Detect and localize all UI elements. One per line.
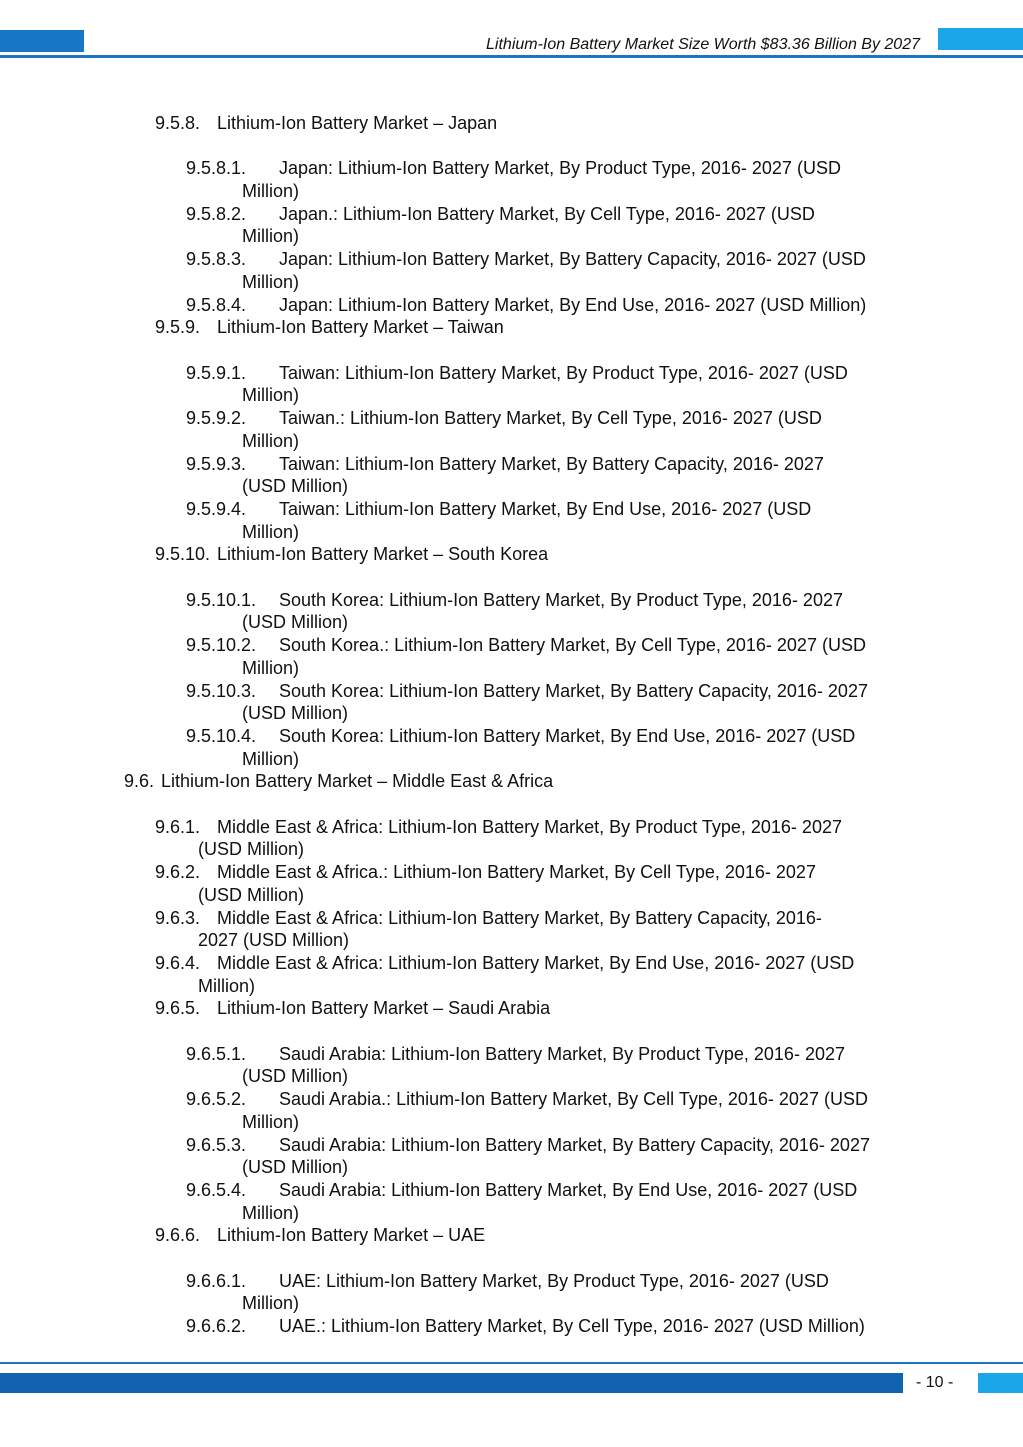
toc-entry-number: 9.6.5.4. <box>186 1179 247 1200</box>
toc-entry-title-continued: Million) <box>242 385 300 406</box>
toc-entry-number: 9.5.9.1. <box>186 362 247 383</box>
toc-entry-number: 9.6.1. <box>155 816 201 837</box>
toc-entry-number: 9.5.10.3. <box>186 680 257 701</box>
toc-entry-title-continued: Million) <box>242 1293 300 1314</box>
toc-entry-title: UAE: Lithium-Ion Battery Market, By Product Type, 2016- 2027 (USD <box>279 1270 829 1291</box>
toc-entry-title: Taiwan.: Lithium-Ion Battery Market, By Cell Type, 2016- 2027 (USD <box>279 408 822 429</box>
toc-entry-title: South Korea.: Lithium-Ion Battery Market, By Cell Type, 2016- 2027 (USD <box>279 635 866 656</box>
toc-entry-number: 9.5.9.2. <box>186 408 247 429</box>
page-header-title: Lithium-Ion Battery Market Size Worth $83.36 Billion By 2027 <box>486 36 920 53</box>
toc-entry-number: 9.5.8.2. <box>186 203 247 224</box>
header-rule <box>0 55 1023 58</box>
toc-entry-title-continued: Million) <box>242 226 300 247</box>
toc-entry-number: 9.5.8.4. <box>186 294 247 315</box>
toc-entry-number: 9.5.8. <box>155 113 201 133</box>
toc-entry-title: Middle East & Africa: Lithium-Ion Battery Market, By End Use, 2016- 2027 (USD <box>217 952 855 973</box>
toc-entry-title-continued: (USD Million) <box>242 612 349 633</box>
toc-entry-number: 9.5.9. <box>155 317 201 338</box>
toc-entry-title: Middle East & Africa: Lithium-Ion Battery Market, By Product Type, 2016- 2027 <box>217 816 842 837</box>
toc-entry-title: Saudi Arabia: Lithium-Ion Battery Market, By Battery Capacity, 2016- 2027 <box>279 1134 870 1155</box>
toc-entry-number: 9.5.10. <box>155 544 211 565</box>
toc-entry-number: 9.6.6. <box>155 1225 201 1246</box>
toc-entry-title: Taiwan: Lithium-Ion Battery Market, By Battery Capacity, 2016- 2027 <box>279 453 824 474</box>
toc-entry-number: 9.6.5.1. <box>186 1043 247 1064</box>
toc-entry-number: 9.6.3. <box>155 907 201 928</box>
toc-entry-title: Lithium-Ion Battery Market – UAE <box>217 1225 486 1246</box>
toc-entry-title: Lithium-Ion Battery Market – Taiwan <box>217 317 504 338</box>
footer-accent-bar <box>0 1373 903 1393</box>
toc-entry-title-continued: (USD Million) <box>198 884 305 905</box>
toc-entry-title-continued: Million) <box>242 521 300 542</box>
toc-entry-number: 9.6.2. <box>155 862 201 883</box>
toc-entry-title-continued: 2027 (USD Million) <box>198 930 350 951</box>
toc-entry-title-continued: Million) <box>242 430 300 451</box>
toc-entry-title-continued: Million) <box>242 748 300 769</box>
toc-entry-number: 9.5.10.4. <box>186 725 257 746</box>
footer-rule <box>0 1362 1023 1364</box>
toc-entry-title: Middle East & Africa: Lithium-Ion Battery Market, By Battery Capacity, 2016- <box>217 907 822 928</box>
footer-accent-right <box>978 1373 1023 1393</box>
toc-entry-number: 9.6.5.3. <box>186 1134 247 1155</box>
toc-entry-title-continued: (USD Million) <box>198 839 305 860</box>
toc-entry-title: Lithium-Ion Battery Market – Middle East & Africa <box>161 771 554 792</box>
toc-entry-number: 9.5.10.2. <box>186 635 257 656</box>
toc-entry-number: 9.6.6.2. <box>186 1316 247 1337</box>
toc-entry-title: South Korea: Lithium-Ion Battery Market, By End Use, 2016- 2027 (USD <box>279 725 856 746</box>
toc-entry-title: South Korea: Lithium-Ion Battery Market, By Battery Capacity, 2016- 2027 <box>279 680 868 701</box>
toc-entry-title-continued: (USD Million) <box>242 703 349 724</box>
toc-entry-title: Saudi Arabia.: Lithium-Ion Battery Market, By Cell Type, 2016- 2027 (USD <box>279 1089 868 1110</box>
toc-entry-title-continued: Million) <box>242 1202 300 1223</box>
toc-entry-number: 9.5.9.3. <box>186 453 247 474</box>
toc-entry-title-continued: (USD Million) <box>242 476 349 497</box>
toc-entry-title: South Korea: Lithium-Ion Battery Market, By Product Type, 2016- 2027 <box>279 589 843 610</box>
toc-entry-title: Japan: Lithium-Ion Battery Market, By End Use, 2016- 2027 (USD Million) <box>279 294 867 315</box>
toc-entry-title-continued: Million) <box>242 1111 300 1132</box>
toc-entry-number: 9.6.5. <box>155 998 201 1019</box>
toc-entry-title-continued: Million) <box>198 975 256 996</box>
toc-entry-title: Lithium-Ion Battery Market – Saudi Arabia <box>217 998 551 1019</box>
toc-entry-number: 9.6.4. <box>155 952 201 973</box>
toc-entry-number: 9.5.8.1. <box>186 158 247 179</box>
header-accent-right <box>938 28 1023 50</box>
toc-entry-title-continued: Million) <box>242 657 300 678</box>
toc-entry-number: 9.5.9.4. <box>186 498 247 519</box>
toc-entry-number: 9.5.8.3. <box>186 249 247 270</box>
toc-entry-title: Japan: Lithium-Ion Battery Market, By Battery Capacity, 2016- 2027 (USD <box>279 249 866 270</box>
toc-entry-number: 9.6. <box>124 771 155 792</box>
header-accent-left <box>0 30 84 52</box>
toc-entry-title: Lithium-Ion Battery Market – Japan <box>217 113 498 133</box>
toc-entry-title: Saudi Arabia: Lithium-Ion Battery Market, By End Use, 2016- 2027 (USD <box>279 1179 858 1200</box>
toc-entry-title: Taiwan: Lithium-Ion Battery Market, By End Use, 2016- 2027 (USD <box>279 498 812 519</box>
toc-entry-title-continued: Million) <box>242 181 300 202</box>
toc-entry-title: Saudi Arabia: Lithium-Ion Battery Market, By Product Type, 2016- 2027 <box>279 1043 845 1064</box>
toc-entry-title: Japan: Lithium-Ion Battery Market, By Product Type, 2016- 2027 (USD <box>279 158 841 179</box>
toc-entry-title: UAE.: Lithium-Ion Battery Market, By Cell Type, 2016- 2027 (USD Million) <box>279 1316 865 1337</box>
toc-entry-number: 9.6.5.2. <box>186 1089 247 1110</box>
toc-entry-title-continued: (USD Million) <box>242 1066 349 1087</box>
toc-entry-title: Japan.: Lithium-Ion Battery Market, By Cell Type, 2016- 2027 (USD <box>279 203 815 224</box>
toc-entry-title: Middle East & Africa.: Lithium-Ion Battery Market, By Cell Type, 2016- 2027 <box>217 862 816 883</box>
toc-entry-number: 9.5.10.1. <box>186 589 257 610</box>
toc-entry-title: Lithium-Ion Battery Market – South Korea <box>217 544 549 565</box>
page-number: - 10 - <box>916 1374 954 1391</box>
toc-entry-title-continued: Million) <box>242 271 300 292</box>
toc-entry-title-continued: (USD Million) <box>242 1157 349 1178</box>
toc-entry-number: 9.6.6.1. <box>186 1270 247 1291</box>
toc-entry-title: Taiwan: Lithium-Ion Battery Market, By Product Type, 2016- 2027 (USD <box>279 362 848 383</box>
